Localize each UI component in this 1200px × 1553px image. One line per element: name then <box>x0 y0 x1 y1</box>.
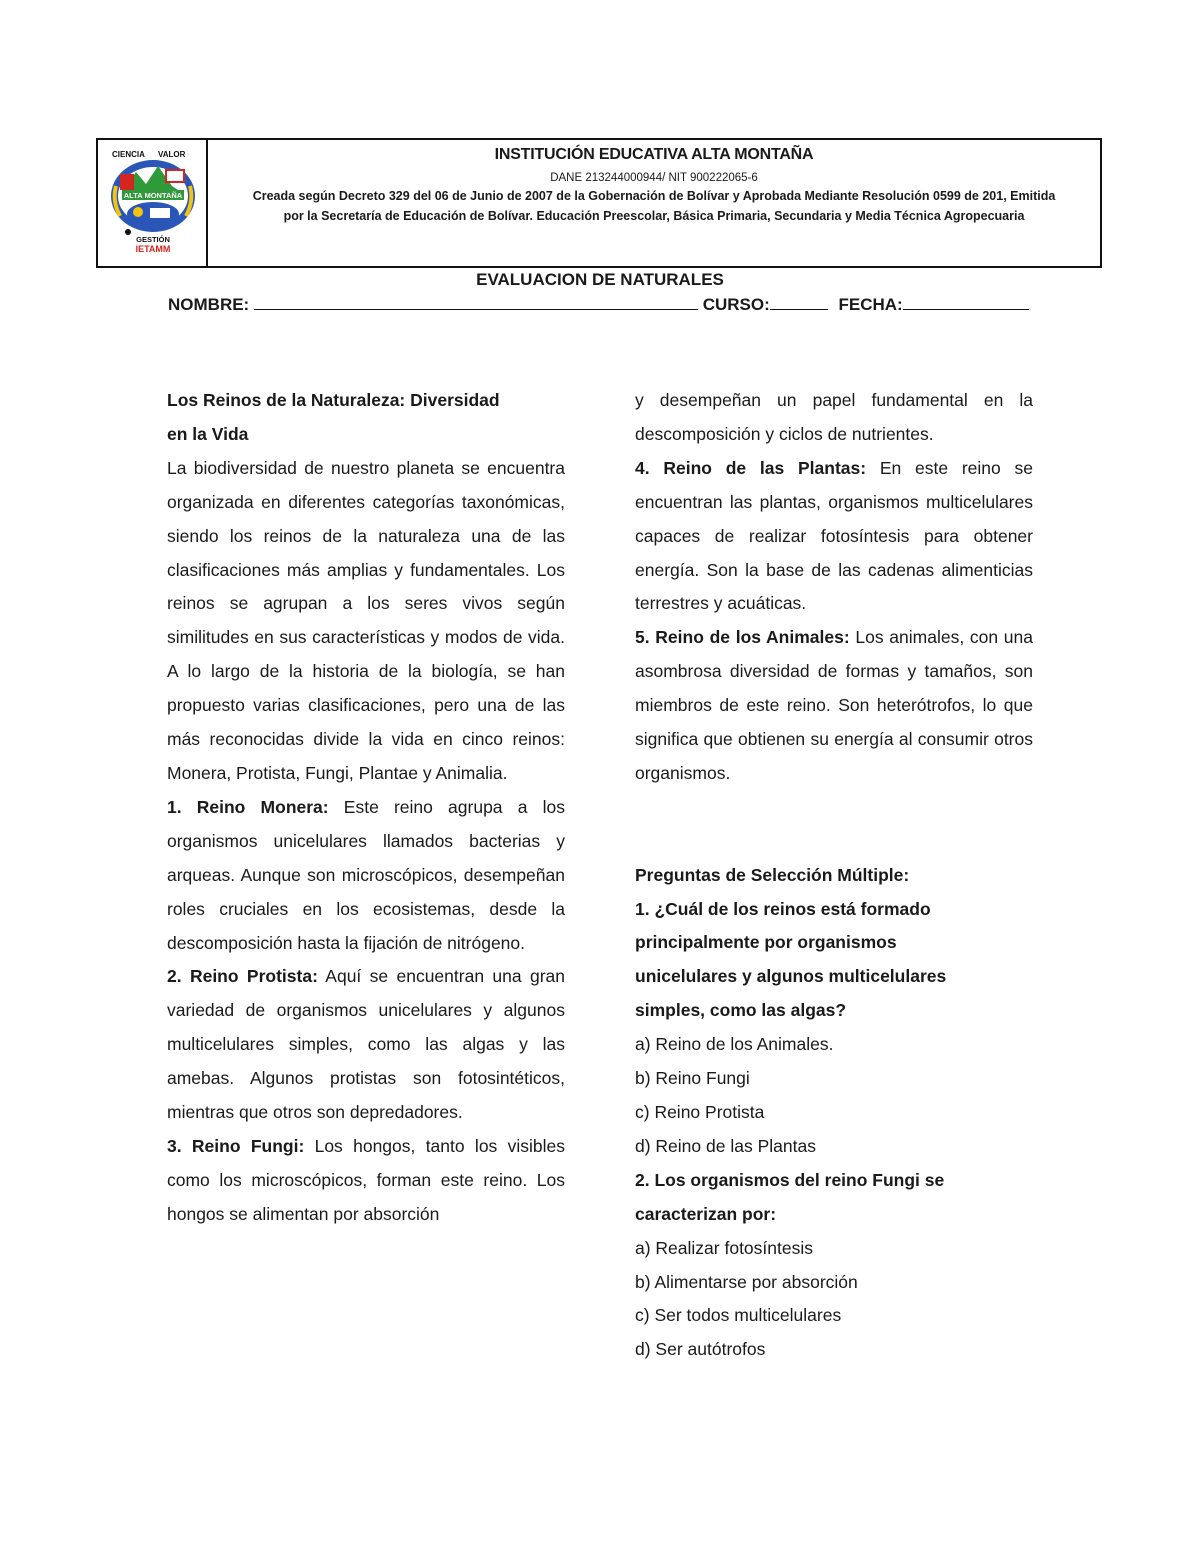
evaluation-title: EVALUACION DE NATURALES <box>476 270 724 289</box>
question-2-option-a[interactable]: a) Realizar fotosíntesis <box>635 1237 813 1258</box>
kingdom-fungi: 3. Reino Fungi: Los hongos, tanto los visibles como los microscópicos, forman este reino. Los hongos se alimentan por absorción <box>167 1135 565 1224</box>
question-1-option-c[interactable]: c) Reino Protista <box>635 1102 765 1123</box>
kingdom-monera: 1. Reino Monera: Este reino agrupa a los organismos unicelulares llamados bacterias y arqueas. Aunque son microscópicos, desempeñan roles cruciales en los ecosistemas, desde la descomposición hasta la fijación de nitrógeno. <box>167 796 565 953</box>
quiz-heading: Preguntas de Selección Múltiple: <box>635 864 910 885</box>
question-1-option-d[interactable]: d) Reino de las Plantas <box>635 1135 816 1156</box>
crest-banner: ALTA MONTAÑA <box>123 191 183 200</box>
kingdom-fungi-continued: y desempeñan un papel fundamental en la descomposición y ciclos de nutrientes. <box>635 390 1033 444</box>
kingdom-protista: 2. Reino Protista: Aquí se encuentran una gran variedad de organismos unicelulares y algunos multicelulares simples, como las algas y las amebas. Algunos protistas son fotosintéticos, mientras que otros son depredadores. <box>167 966 565 1123</box>
date-label: FECHA: <box>838 295 903 314</box>
question-2-option-d[interactable]: d) Ser autótrofos <box>635 1339 766 1360</box>
name-label: NOMBRE: <box>168 295 250 314</box>
question-1-line: principalmente por organismos <box>635 932 897 953</box>
right-column <box>635 384 1033 1367</box>
date-field[interactable] <box>903 293 1029 310</box>
crest-word-left: CIENCIA <box>112 150 145 159</box>
question-1-line: 1. ¿Cuál de los reinos está formado <box>635 898 931 919</box>
question-1-line: unicelulares y algunos multicelulares <box>635 966 947 987</box>
question-2-line: 2. Los organismos del reino Fungi se <box>635 1169 945 1190</box>
kingdom-animalia: 5. Reino de los Animales: Los animales, con una asombrosa diversidad de formas y tamaños, son miembros de este reino. Son heterótrofos, lo que significa que obtienen su energía al consumir otros organismos. <box>635 627 1033 783</box>
school-crest-logo <box>106 146 200 254</box>
crest-acronym: IETAMM <box>135 244 171 254</box>
institution-name: INSTITUCIÓN EDUCATIVA ALTA MONTAÑA <box>494 146 814 163</box>
article-title-line1: Los Reinos de la Naturaleza: Diversidad <box>167 390 500 410</box>
header-box <box>96 138 1102 268</box>
intro-paragraph: La biodiversidad de nuestro planeta se encuentra organizada en diferentes categorías taxonómicas, siendo los reinos de la naturaleza una de las clasificaciones más amplias y fundamentales. Los reinos se agrupan a los seres vivos según similitudes en sus características y modos de vida. A lo largo de la historia de la biología, se han propuesto varias clasificaciones, pero una de las más reconocidas divide la vida en cinco reinos: Monera, Protista, Fungi, Plantae y Animalia. <box>167 457 565 783</box>
question-2-option-b[interactable]: b) Alimentarse por absorción <box>635 1271 858 1292</box>
creation-decree-line1: Creada según Decreto 329 del 06 de Junio de 2007 de la Gobernación de Bolívar y Aprobada Mediante Resolución 0599 de 201, Emitida <box>252 189 1056 203</box>
course-field[interactable] <box>770 293 828 310</box>
question-1-option-a[interactable]: a) Reino de los Animales. <box>635 1034 834 1055</box>
name-field[interactable] <box>254 293 698 310</box>
spacer <box>635 791 1033 859</box>
kingdom-plantae: 4. Reino de las Plantas: En este reino se encuentran las plantas, organismos multicelulares capaces de realizar fotosíntesis para obtener energía. Son la base de las cadenas alimenticias terrestres y acuáticas. <box>635 457 1033 614</box>
dane-nit: DANE 213244000944/ NIT 900222065-6 <box>550 172 758 184</box>
left-column <box>167 384 565 1232</box>
article-title-line2: en la Vida <box>167 423 249 444</box>
question-2-line: caracterizan por: <box>635 1203 777 1224</box>
question-2-option-c[interactable]: c) Ser todos multicelulares <box>635 1305 842 1326</box>
institution-info <box>208 140 1100 266</box>
student-form-line <box>168 293 1029 315</box>
crest-bottom-word: GESTIÓN <box>136 235 170 244</box>
crest-word-right: VALOR <box>158 150 186 159</box>
question-1-line: simples, como las algas? <box>635 1000 847 1021</box>
logo-cell <box>98 140 208 266</box>
question-1-option-b[interactable]: b) Reino Fungi <box>635 1068 750 1089</box>
creation-decree-line2: por la Secretaría de Educación de Bolívar. Educación Preescolar, Básica Primaria, Secundaria y Media Técnica Agropecuaria <box>283 209 1025 223</box>
course-label: CURSO: <box>702 295 770 314</box>
